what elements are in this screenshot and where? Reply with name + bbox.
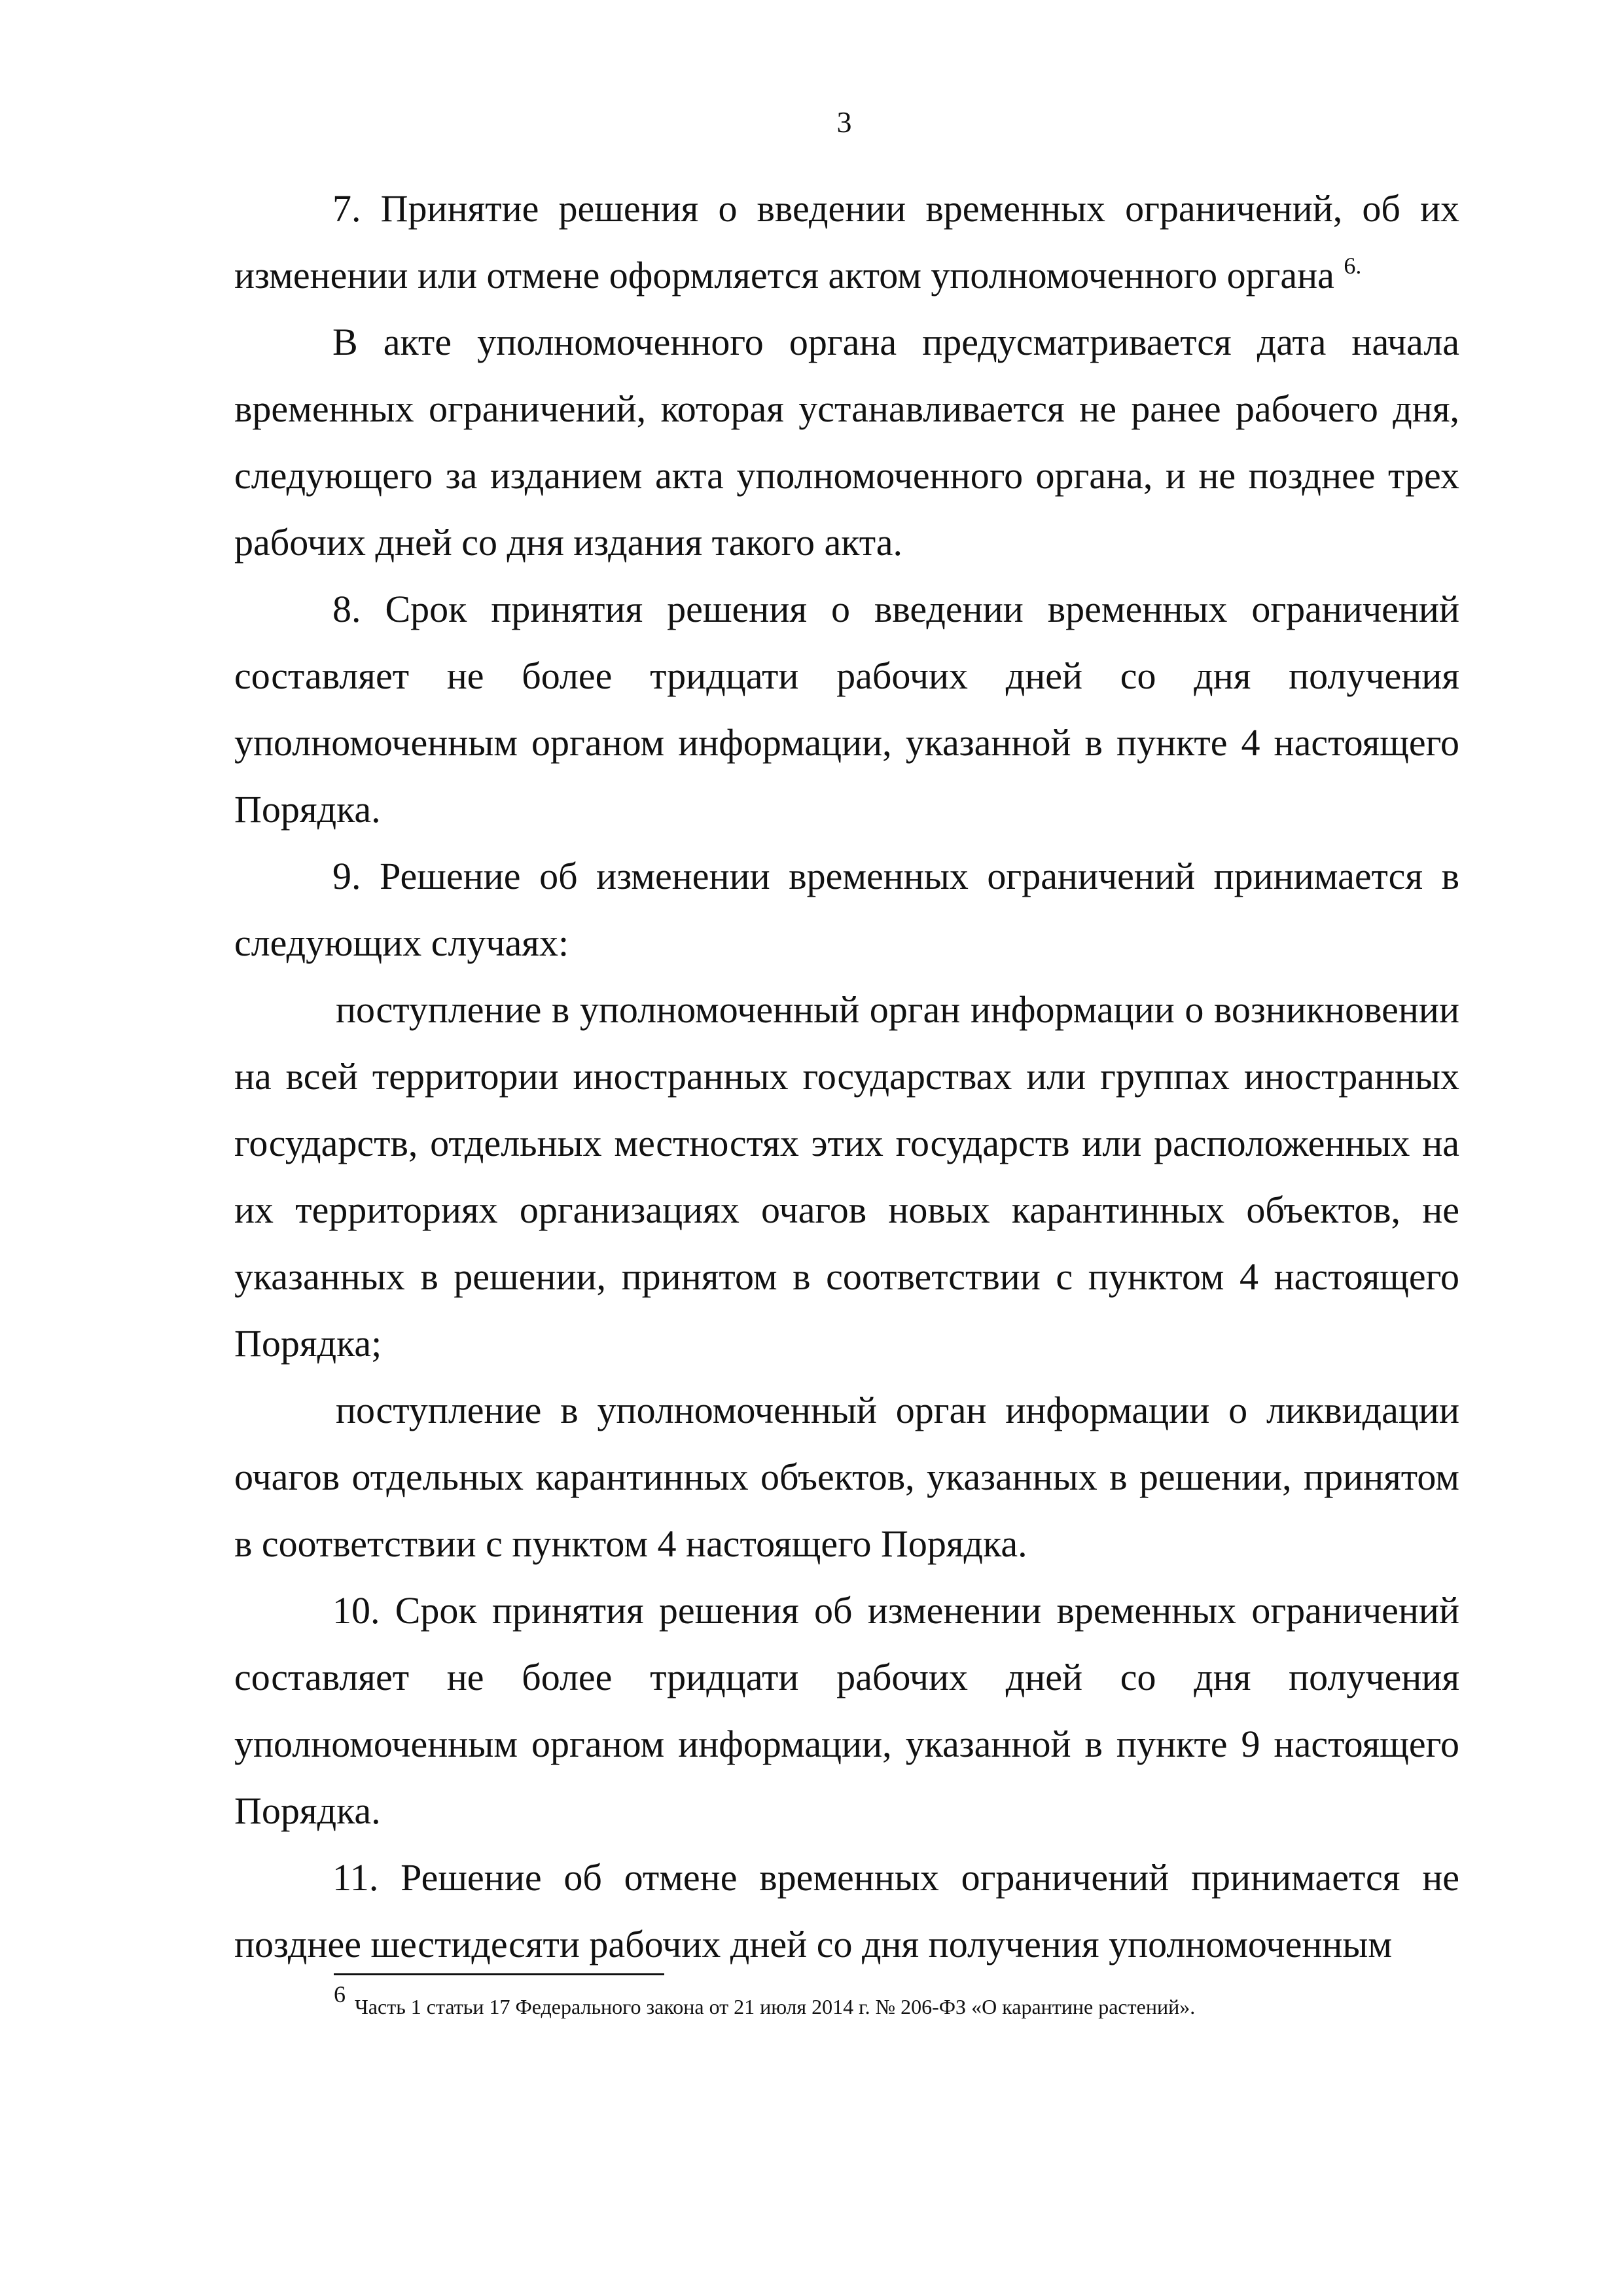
paragraph-9-case-1: поступление в уполномоченный орган информации о возникновении на всей территории иностранных государствах или группах иностранных государств, отдельных местностях этих государств или расположенных на их территориях организациях очагов новых карантинных объектов, не указанных в решении, принятом в соответствии с пунктом 4 настоящего Порядка; [234, 988, 1459, 1365]
paragraph-7-act-date: В акте уполномоченного органа предусматривается дата начала временных ограничений, которая устанавливается не ранее рабочего дня, следующего за изданием акта уполномоченного органа, и не позднее трех рабочих дней со дня издания такого акта. [234, 321, 1459, 564]
footnote-text: Часть 1 статьи 17 Федерального закона от 21 июля 2014 г. № 206-ФЗ «О карантине растений». [355, 1995, 1196, 2018]
paragraph-text: 7. Принятие решения о введении временных ограничений, об их изменении или отмене оформляется актом уполномоченного органа [234, 187, 1459, 296]
paragraph-10: 10. Срок принятия решения об изменении временных ограничений составляет не более тридцати рабочих дней со дня получения уполномоченным органом информации, указанной в пункте 9 настоящего Порядка. [234, 1589, 1459, 1832]
paragraph-9: 9. Решение об изменении временных ограничений принимается в следующих случаях: [234, 855, 1459, 964]
footnote [334, 1981, 1381, 2024]
paragraph-8: 8. Срок принятия решения о введении временных ограничений составляет не более тридцати рабочих дней со дня получения уполномоченным органом информации, указанной в пункте 4 настоящего Порядка. [234, 588, 1459, 831]
footnote-divider [334, 1973, 664, 1975]
document-body [234, 175, 1459, 1978]
footnote-reference: 6. [1344, 253, 1362, 279]
paragraph-9-case-2: поступление в уполномоченный орган информации о ликвидации очагов отдельных карантинных объектов, указанных в решении, принятом в соответствии с пунктом 4 настоящего Порядка. [234, 1389, 1459, 1565]
paragraph-7 [234, 175, 1459, 309]
paragraph-11: 11. Решение об отмене временных ограничений принимается не позднее шестидесяти рабочих дней со дня получения уполномоченным [234, 1856, 1459, 1965]
footnote-mark: 6 [334, 1981, 346, 2007]
page-number: 3 [836, 105, 852, 139]
